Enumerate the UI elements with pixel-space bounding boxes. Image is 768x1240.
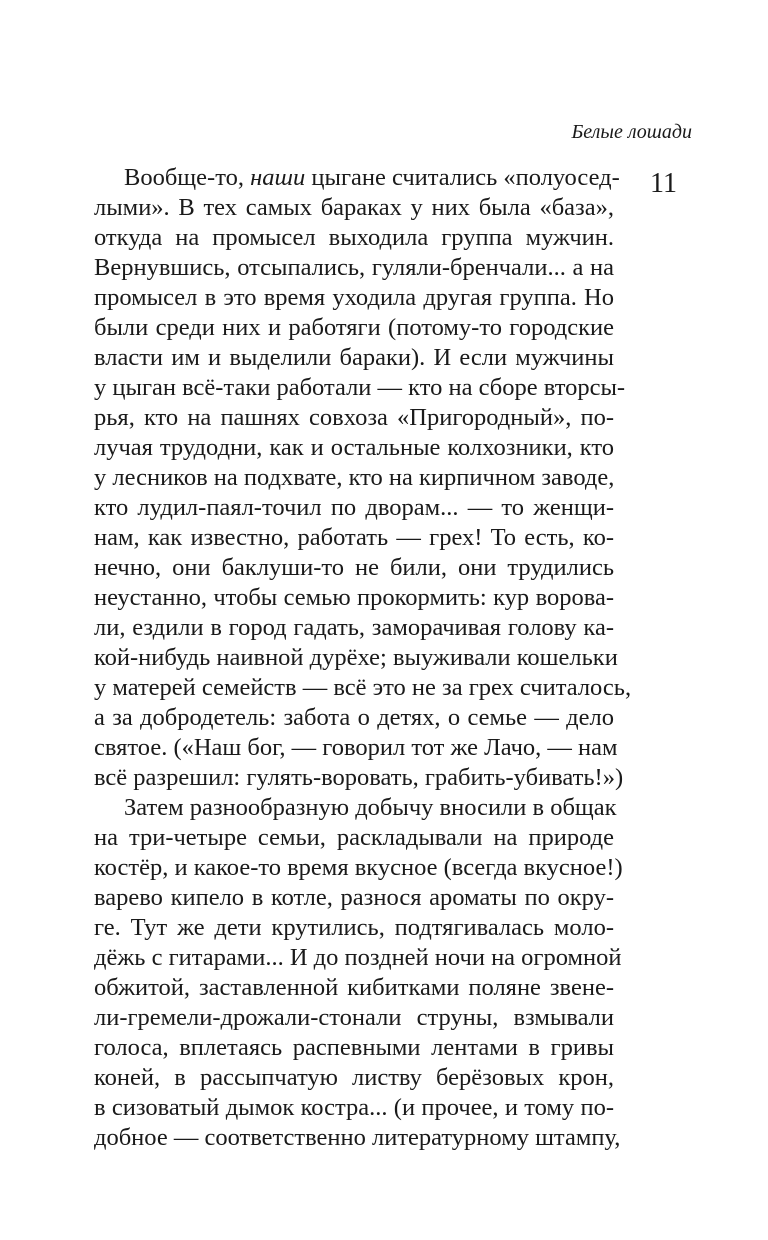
text-line: власти им и выделили бараки). И если мужчины xyxy=(94,344,614,371)
text-line: нечно, они баклуши-то не били, они трудились xyxy=(94,554,614,581)
text-line: ли, ездили в город гадать, заморачивая голову ка- xyxy=(94,614,614,641)
text-line: у лесников на подхвате, кто на кирпичном заводе, xyxy=(94,464,615,491)
text-line: святое. («Наш бог, — говорил тот же Лачо, — нам xyxy=(94,734,618,761)
text-line: всё разрешил: гулять-воровать, грабить-убивать!») xyxy=(94,764,624,791)
text-line: дёжь с гитарами... И до поздней ночи на огромной xyxy=(94,944,622,971)
text-line: Вообще-то, наши цыгане считались «полуосед- xyxy=(124,164,620,191)
body-text xyxy=(94,163,632,1153)
text-line: коней, в рассыпчатую листву берёзовых крон, xyxy=(94,1064,614,1091)
text-line: кой-нибудь наивной дурёхе; выуживали кошельки xyxy=(94,644,618,671)
text-line: в сизоватый дымок костра... (и прочее, и тому по- xyxy=(94,1094,614,1121)
text-line: были среди них и работяги (потому-то городские xyxy=(94,314,614,341)
text-line: костёр, и какое-то время вкусное (всегда вкусное!) xyxy=(94,854,623,881)
text-line: Затем разнообразную добычу вносили в общак xyxy=(124,794,617,821)
text-line: рья, кто на пашнях совхоза «Пригородный», по- xyxy=(94,404,614,431)
text-line: лыми». В тех самых бараках у них была «база», xyxy=(94,194,614,221)
text-line: обжитой, заставленной кибитками поляне звене- xyxy=(94,974,614,1001)
page-number: 11 xyxy=(650,168,677,199)
emphasis-word: наши xyxy=(250,164,306,191)
text-line: а за добродетель: забота о детях, о семье — дело xyxy=(94,704,614,731)
running-title: Белые лошади xyxy=(571,121,692,143)
text-line: промысел в это время уходила другая группа. Но xyxy=(94,284,614,311)
text-line: кто лудил-паял-точил по дворам... — то женщи- xyxy=(94,494,614,521)
text-line: неустанно, чтобы семью прокормить: кур ворова- xyxy=(94,584,614,611)
text-line: откуда на промысел выходила группа мужчин. xyxy=(94,224,614,251)
text-line: на три-четыре семьи, раскладывали на природе xyxy=(94,824,614,851)
text-line: ли-гремели-дрожали-стонали струны, взмывали xyxy=(94,1004,614,1031)
text-line: у матерей семейств — всё это не за грех считалось, xyxy=(94,674,632,701)
text-line: варево кипело в котле, разнося ароматы по окру- xyxy=(94,884,614,911)
text-line: ге. Тут же дети крутились, подтягивалась моло- xyxy=(94,914,614,941)
text-line: Вернувшись, отсыпались, гуляли-бренчали... а на xyxy=(94,254,614,281)
text-line: нам, как известно, работать — грех! То есть, ко- xyxy=(94,524,614,551)
text-line: добное — соответственно литературному штампу, xyxy=(94,1124,621,1151)
text-line: голоса, вплетаясь распевными лентами в гривы xyxy=(94,1034,614,1061)
text-line: у цыган всё-таки работали — кто на сборе вторсы- xyxy=(94,374,626,401)
text-line: лучая трудодни, как и остальные колхозники, кто xyxy=(94,434,614,461)
